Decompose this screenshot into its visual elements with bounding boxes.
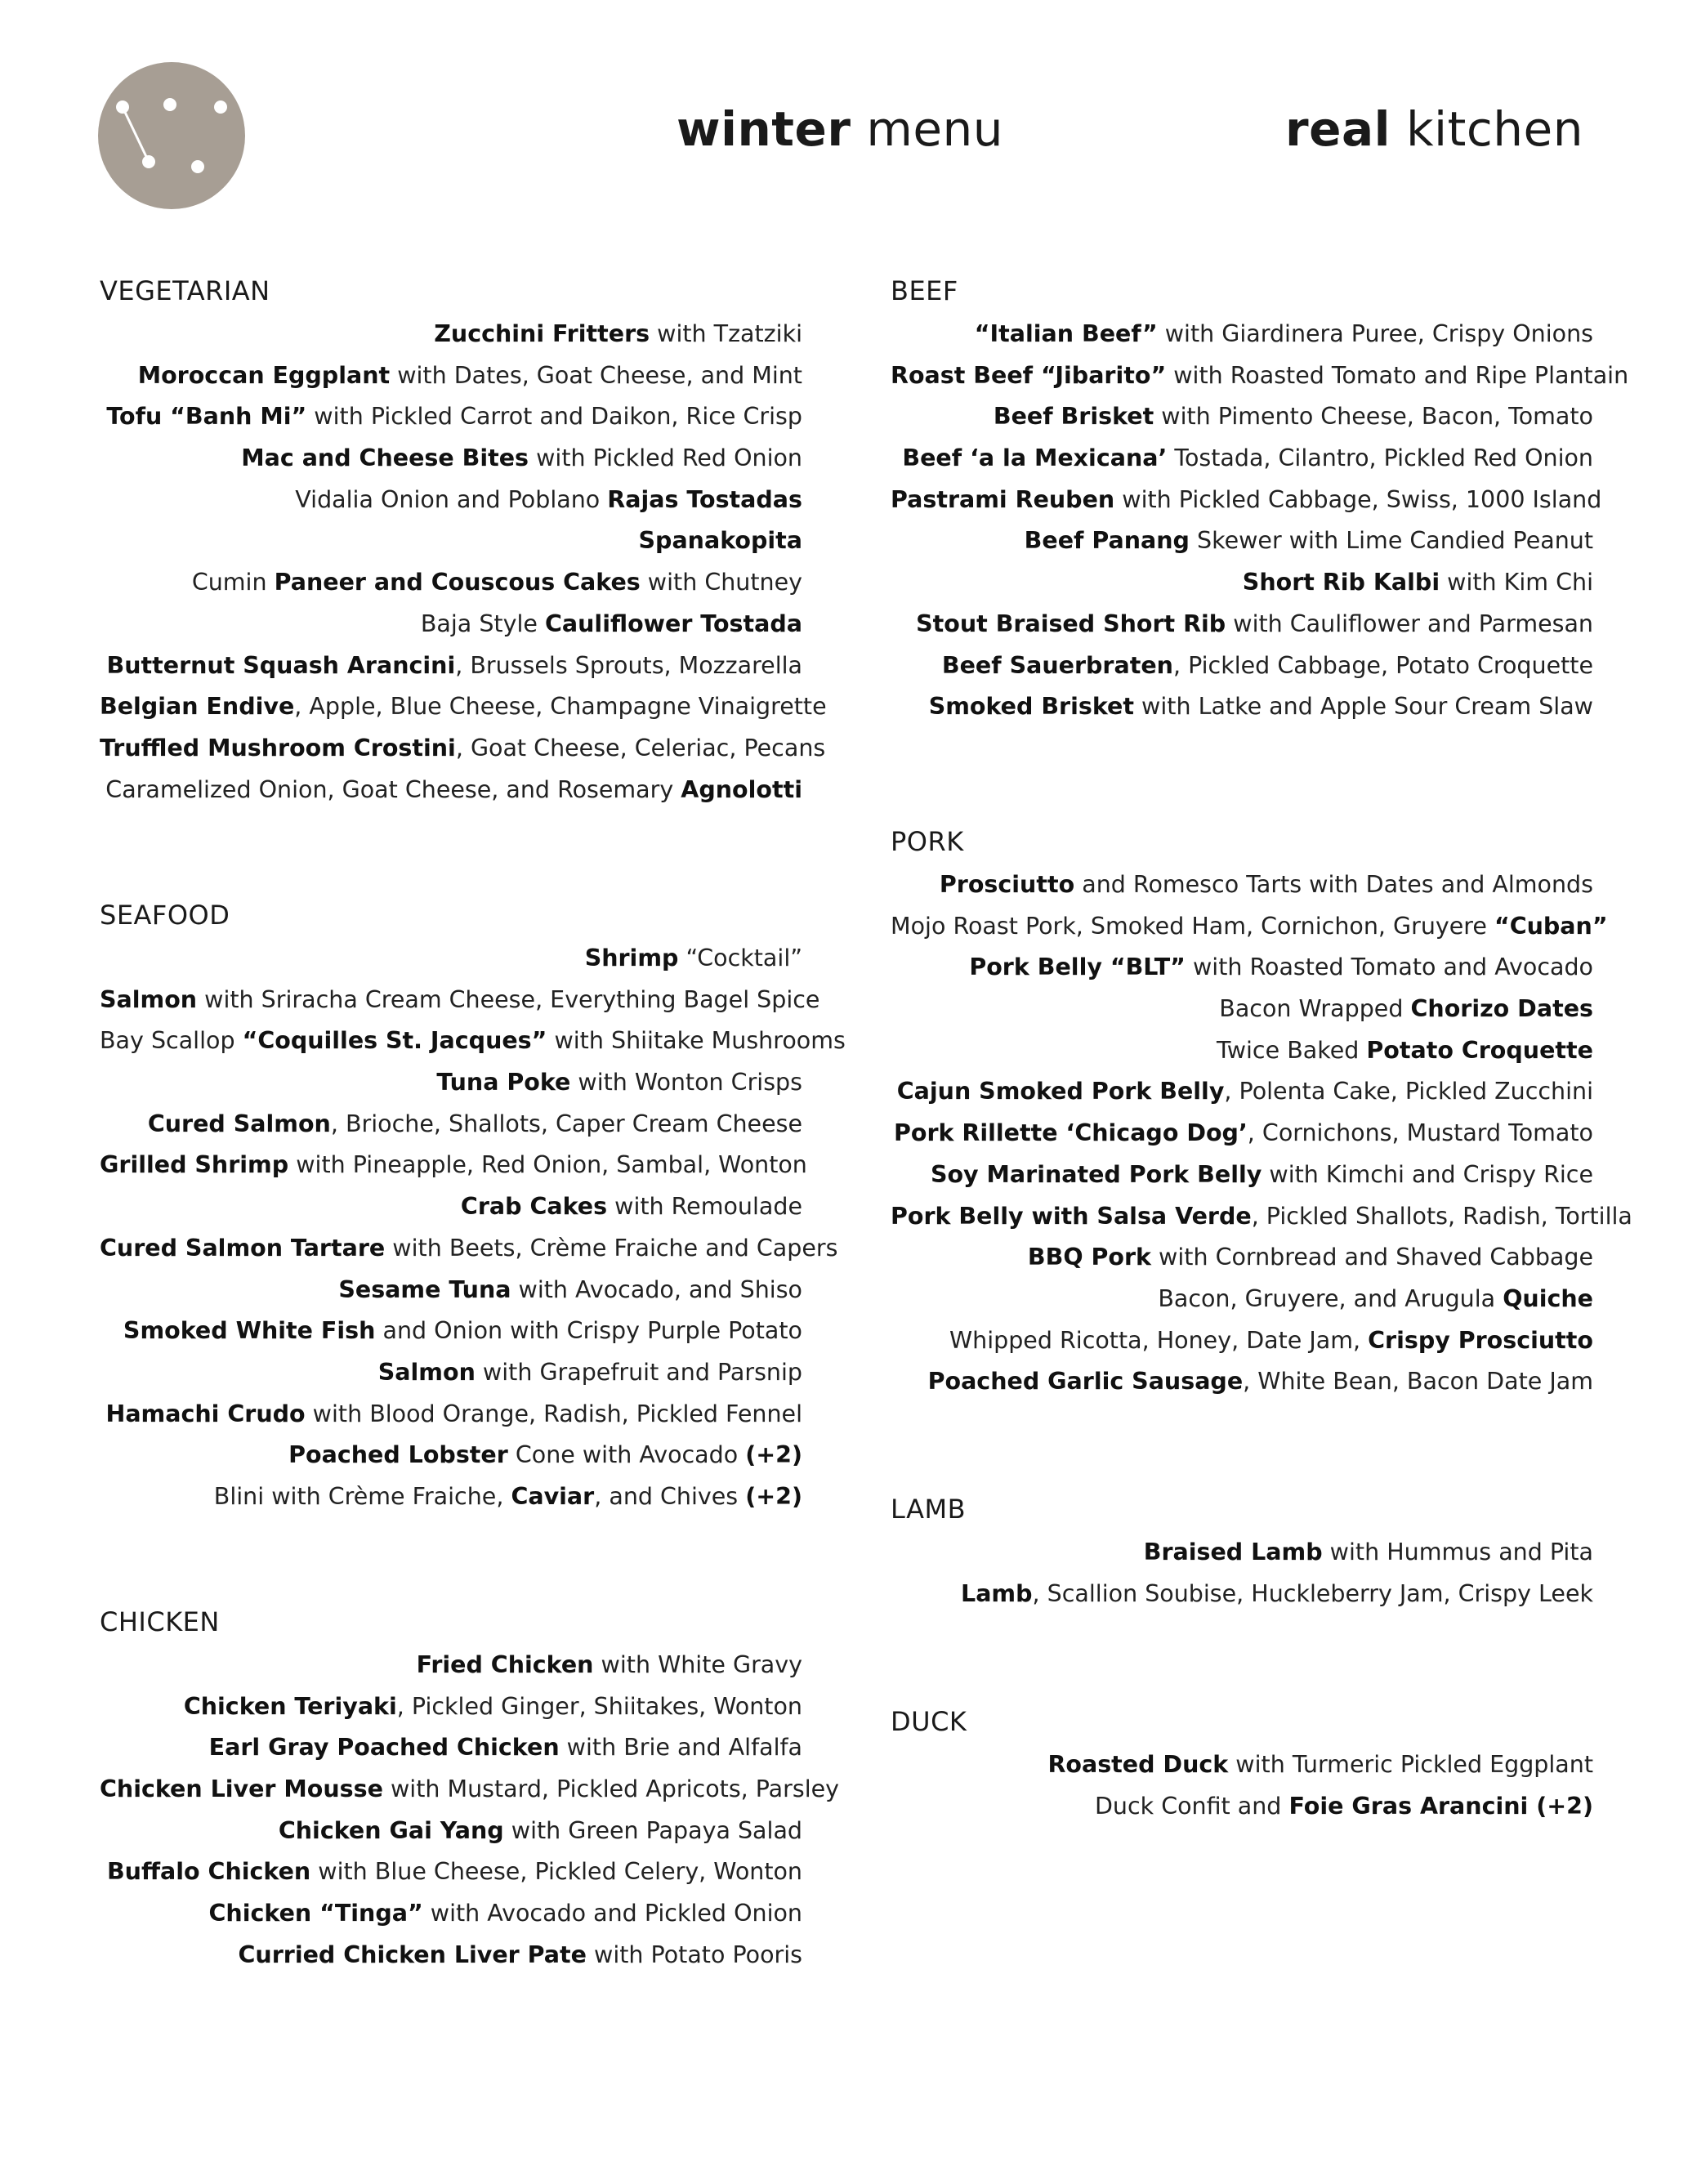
dish-name: Agnolotti <box>681 775 802 803</box>
dish-name: Smoked Brisket <box>928 693 1134 721</box>
menu-item <box>891 1071 1593 1113</box>
dish-description: with Brie and Alfalfa <box>559 1734 802 1762</box>
section-chicken <box>100 1604 840 1976</box>
menu-item <box>891 355 1629 397</box>
menu-item <box>100 1311 802 1352</box>
menu-item <box>100 1394 802 1436</box>
dish-description: , Polenta Cake, Pickled Zucchini <box>1224 1078 1593 1105</box>
dish-name: Spanakopita <box>638 527 802 555</box>
dish-name: Moroccan Eggplant <box>137 361 391 389</box>
dish-description: with Chutney <box>640 569 802 596</box>
dish-name: Beef Panang <box>1024 527 1190 555</box>
dish-name: Curried Chicken Liver Pate <box>238 1941 587 1968</box>
dish-name: Chicken Gai Yang <box>278 1816 504 1844</box>
menu-item <box>891 1196 1632 1238</box>
menu-item <box>891 1361 1593 1403</box>
menu-item <box>100 1228 838 1270</box>
menu-item <box>100 314 802 355</box>
dish-name: Tuna Poke <box>436 1069 571 1096</box>
menu-item <box>891 947 1593 989</box>
section-lamb <box>891 1491 1593 1615</box>
dish-description: “Cocktail” <box>678 945 802 971</box>
dish-description: with Shiitake Mushrooms <box>547 1027 846 1055</box>
dish-name: Pork Belly with Salsa Verde <box>891 1202 1252 1230</box>
dish-name: Tofu “Banh Mi” <box>106 403 307 431</box>
dish-description: with Latke and Apple Sour Cream Slaw <box>1133 693 1593 721</box>
dish-name: Rajas Tostadas <box>607 485 802 513</box>
dish-description: with Remoulade <box>607 1193 802 1221</box>
item-list <box>891 864 1632 1403</box>
dish-description: Baja Style <box>420 610 545 637</box>
section-title: VEGETARIAN <box>100 275 270 306</box>
section-vegetarian <box>100 273 827 811</box>
dish-name: Lamb <box>961 1579 1033 1607</box>
item-list <box>100 938 846 1518</box>
dish-description: , Brioche, Shallots, Caper Cream Cheese <box>330 1110 802 1137</box>
dish-name: Hamachi Crudo <box>105 1400 306 1427</box>
dish-name: “Coquilles St. Jacques” <box>242 1027 547 1055</box>
menu-item <box>891 906 1608 948</box>
dish-description: Twice Baked <box>1217 1036 1367 1064</box>
dish-description: Tostada, Cilantro, Pickled Red Onion <box>1167 444 1593 472</box>
menu-item <box>100 604 802 645</box>
dish-description: with Wonton Crisps <box>570 1069 802 1096</box>
dish-name: Chicken Teriyaki <box>183 1692 397 1720</box>
dish-name: Butternut Squash Arancini <box>106 651 456 679</box>
menu-item <box>100 728 826 770</box>
dish-description: with Roasted Tomato and Avocado <box>1185 954 1593 981</box>
menu-item <box>100 1851 802 1893</box>
dish-description: Cone with Avocado <box>507 1441 746 1469</box>
menu-item <box>100 1686 802 1728</box>
dish-name: Buffalo Chicken <box>106 1858 311 1886</box>
menu-item <box>891 562 1593 604</box>
dish-name: Chicken “Tinga” <box>208 1900 423 1927</box>
dish-description: Skewer with Lime Candied Peanut <box>1189 527 1593 555</box>
dish-name: Roast Beef “Jibarito” <box>891 361 1167 389</box>
dish-name: Truffled Mushroom Crostini <box>100 734 456 761</box>
menu-item <box>891 989 1593 1030</box>
dish-name: Poached Garlic Sausage <box>927 1368 1244 1396</box>
constellation-logo-icon <box>98 62 245 209</box>
dish-description: and Onion with Crispy Purple Potato <box>375 1317 802 1345</box>
menu-title: winter menu <box>677 101 1004 157</box>
dish-description: , White Bean, Bacon Date Jam <box>1243 1368 1593 1396</box>
dish-name: Grilled Shrimp <box>100 1151 289 1179</box>
menu-item <box>100 1811 802 1852</box>
dish-name: Belgian Endive <box>100 693 295 721</box>
dish-description: with Blood Orange, Radish, Pickled Fennel <box>305 1400 802 1427</box>
item-list <box>100 1645 840 1976</box>
menu-item <box>891 480 1602 521</box>
item-list <box>891 1532 1593 1615</box>
logo <box>98 62 245 209</box>
menu-item <box>100 1935 802 1976</box>
dish-description: with Cauliflower and Parmesan <box>1226 610 1593 637</box>
dish-name: Poached Lobster <box>288 1441 508 1469</box>
menu-item <box>891 1155 1593 1196</box>
dish-name: Pork Rillette ‘Chicago Dog’ <box>894 1119 1248 1147</box>
menu-item <box>100 1476 802 1518</box>
menu-item <box>100 1727 802 1769</box>
dish-description: with Pickled Cabbage, Swiss, 1000 Island <box>1114 485 1602 513</box>
dish-name: Chorizo Dates <box>1410 995 1593 1023</box>
dish-description: , Brussels Sprouts, Mozzarella <box>455 651 802 679</box>
dish-name: Crab Cakes <box>460 1193 608 1221</box>
dish-description: Duck Confit and <box>1094 1792 1289 1820</box>
menu-item <box>891 686 1593 728</box>
menu-item <box>891 604 1593 645</box>
dish-description: and Romesco Tarts with Dates and Almonds <box>1074 871 1593 898</box>
menu-item <box>100 438 802 480</box>
dish-name: Stout Braised Short Rib <box>916 610 1226 637</box>
dish-description: Bay Scallop <box>100 1027 243 1055</box>
item-list <box>891 314 1629 728</box>
dish-name: Shrimp <box>584 945 679 971</box>
dish-name: Zucchini Fritters <box>434 320 650 347</box>
dish-name: (+2) <box>745 1482 802 1510</box>
dish-description: with Green Papaya Salad <box>503 1816 802 1844</box>
dish-description: Bacon Wrapped <box>1219 995 1411 1023</box>
section-title: CHICKEN <box>100 1606 220 1637</box>
menu-item <box>100 520 802 562</box>
menu-item <box>100 396 802 438</box>
dish-description: with Avocado and Pickled Onion <box>422 1900 802 1927</box>
dish-description: , Pickled Shallots, Radish, Tortilla <box>1251 1202 1632 1230</box>
dish-description: with Cornbread and Shaved Cabbage <box>1150 1244 1593 1271</box>
dish-name: Beef Brisket <box>993 403 1154 431</box>
dish-name: Fried Chicken <box>416 1651 594 1678</box>
menu-item <box>891 864 1593 906</box>
menu-item <box>891 645 1593 687</box>
section-duck <box>891 1704 1593 1827</box>
dish-name: “Italian Beef” <box>974 320 1158 347</box>
dish-description: with Sriracha Cream Cheese, Everything Bagel Spice <box>197 985 820 1013</box>
dish-description: with Pineapple, Red Onion, Sambal, Wonton <box>288 1151 807 1179</box>
dish-name: Chicken Liver Mousse <box>100 1775 383 1803</box>
dish-name: Beef Sauerbraten <box>941 651 1173 679</box>
dish-description: , Scallion Soubise, Huckleberry Jam, Crispy Leek <box>1032 1579 1593 1607</box>
dish-name: Short Rib Kalbi <box>1242 569 1440 596</box>
section-pork <box>891 824 1632 1403</box>
menu-item <box>100 1352 802 1394</box>
menu-item <box>891 396 1593 438</box>
menu-item <box>100 645 802 687</box>
dish-description: Bacon, Gruyere, and Arugula <box>1158 1284 1503 1312</box>
dish-description: with Mustard, Pickled Apricots, Parsley <box>382 1775 840 1803</box>
dish-description: Blini with Crème Fraiche, <box>213 1482 511 1510</box>
menu-item <box>100 562 802 604</box>
menu-item <box>891 438 1593 480</box>
section-seafood <box>100 897 846 1518</box>
section-title: PORK <box>891 826 964 857</box>
menu-item <box>891 1237 1593 1279</box>
dish-description: with Avocado, and Shiso <box>511 1275 802 1303</box>
dish-name: Pork Belly “BLT” <box>969 954 1186 981</box>
dish-description: with Roasted Tomato and Ripe Plantain <box>1166 361 1629 389</box>
menu-item <box>100 1645 802 1686</box>
dish-name: Cured Salmon Tartare <box>100 1234 386 1262</box>
menu-item <box>100 1062 802 1104</box>
dish-description: with Kimchi and Crispy Rice <box>1262 1160 1593 1188</box>
dish-description: with Pimento Cheese, Bacon, Tomato <box>1154 403 1593 431</box>
menu-item <box>891 314 1593 355</box>
section-beef <box>891 273 1629 728</box>
menu-item <box>100 1104 802 1146</box>
dish-description: with Hummus and Pita <box>1322 1539 1593 1565</box>
menu-item <box>891 1279 1593 1320</box>
dish-description: with Dates, Goat Cheese, and Mint <box>390 361 802 389</box>
dish-name: Salmon <box>100 985 198 1013</box>
dish-name: Beef ‘a la Mexicana’ <box>902 444 1168 472</box>
section-title: SEAFOOD <box>100 900 230 931</box>
menu-item <box>100 1270 802 1311</box>
dish-description: with Pickled Red Onion <box>529 444 802 472</box>
dish-name: Crispy Prosciutto <box>1368 1326 1593 1354</box>
section-title: LAMB <box>891 1494 967 1525</box>
dish-description: , and Chives <box>594 1482 746 1510</box>
menu-item <box>100 1435 802 1476</box>
dish-description: , Cornichons, Mustard Tomato <box>1247 1119 1593 1147</box>
menu-item <box>891 1030 1593 1072</box>
dish-name: Sesame Tuna <box>338 1275 511 1303</box>
section-title: DUCK <box>891 1706 967 1737</box>
dish-name: Cured Salmon <box>147 1110 331 1137</box>
dish-description: Mojo Roast Pork, Smoked Ham, Cornichon, Gruyere <box>891 912 1494 940</box>
menu-item <box>100 1145 807 1186</box>
section-title: BEEF <box>891 275 958 306</box>
dish-name: Mac and Cheese Bites <box>241 444 529 472</box>
dish-description: with Grapefruit and Parsnip <box>475 1358 802 1386</box>
dish-name: Caviar <box>511 1482 595 1510</box>
dish-name: Quiche <box>1503 1284 1593 1312</box>
dish-name: Paneer and Couscous Cakes <box>274 569 641 596</box>
menu-item <box>100 1893 802 1935</box>
menu-item <box>891 520 1593 562</box>
menu-item <box>891 1786 1593 1828</box>
restaurant-name: real kitchen <box>1285 101 1583 157</box>
dish-description: Vidalia Onion and Poblano <box>295 485 608 513</box>
dish-name: Potato Croquette <box>1366 1036 1593 1064</box>
dish-name: Braised Lamb <box>1143 1539 1323 1565</box>
menu-item <box>100 938 802 980</box>
item-list <box>100 314 827 811</box>
menu-item <box>100 686 827 728</box>
dish-description: , Goat Cheese, Celeriac, Pecans <box>455 734 826 761</box>
menu-item <box>100 770 802 811</box>
dish-description: Cumin <box>191 569 275 596</box>
dish-description: with Beets, Crème Fraiche and Capers <box>385 1234 838 1262</box>
menu-item <box>891 1744 1593 1786</box>
menu-item <box>100 1021 846 1062</box>
dish-description: with Pickled Carrot and Daikon, Rice Crisp <box>306 403 802 431</box>
dish-name: Earl Gray Poached Chicken <box>208 1734 560 1762</box>
dish-name: BBQ Pork <box>1027 1244 1151 1271</box>
dish-name: Cajun Smoked Pork Belly <box>896 1078 1225 1105</box>
dish-description: Caramelized Onion, Goat Cheese, and Rosemary <box>105 775 681 803</box>
menu-item <box>100 980 820 1021</box>
menu-item <box>891 1320 1593 1362</box>
dish-description: with Tzatziki <box>650 320 802 347</box>
dish-name: Soy Marinated Pork Belly <box>930 1160 1262 1188</box>
dish-description: with White Gravy <box>593 1651 802 1678</box>
dish-name: (+2) <box>745 1441 802 1469</box>
menu-item <box>100 1769 840 1811</box>
dish-description: Whipped Ricotta, Honey, Date Jam, <box>949 1326 1369 1354</box>
dish-description: with Potato Pooris <box>586 1941 802 1968</box>
dish-name: Smoked White Fish <box>123 1317 376 1345</box>
dish-name: “Cuban” <box>1494 912 1608 940</box>
menu-item <box>891 1113 1593 1155</box>
menu-item <box>100 355 802 397</box>
dish-description: , Pickled Ginger, Shiitakes, Wonton <box>396 1692 802 1720</box>
dish-description: with Kim Chi <box>1440 569 1593 596</box>
menu-item <box>100 480 802 521</box>
dish-description: with Blue Cheese, Pickled Celery, Wonton <box>310 1858 802 1886</box>
menu-item <box>891 1574 1593 1615</box>
dish-description: with Giardinera Puree, Crispy Onions <box>1157 320 1593 347</box>
dish-name: Salmon <box>377 1358 476 1386</box>
dish-name: Foie Gras Arancini (+2) <box>1288 1792 1593 1820</box>
dish-name: Prosciutto <box>939 871 1075 898</box>
dish-name: Cauliflower Tostada <box>544 610 802 637</box>
dish-name: Roasted Duck <box>1047 1751 1229 1778</box>
dish-description: , Apple, Blue Cheese, Champagne Vinaigrette <box>294 693 827 721</box>
menu-item <box>891 1532 1593 1574</box>
item-list <box>891 1744 1593 1827</box>
dish-description: , Pickled Cabbage, Potato Croquette <box>1172 651 1593 679</box>
dish-name: Pastrami Reuben <box>891 485 1115 513</box>
menu-item <box>100 1186 802 1228</box>
dish-description: with Turmeric Pickled Eggplant <box>1228 1751 1593 1778</box>
